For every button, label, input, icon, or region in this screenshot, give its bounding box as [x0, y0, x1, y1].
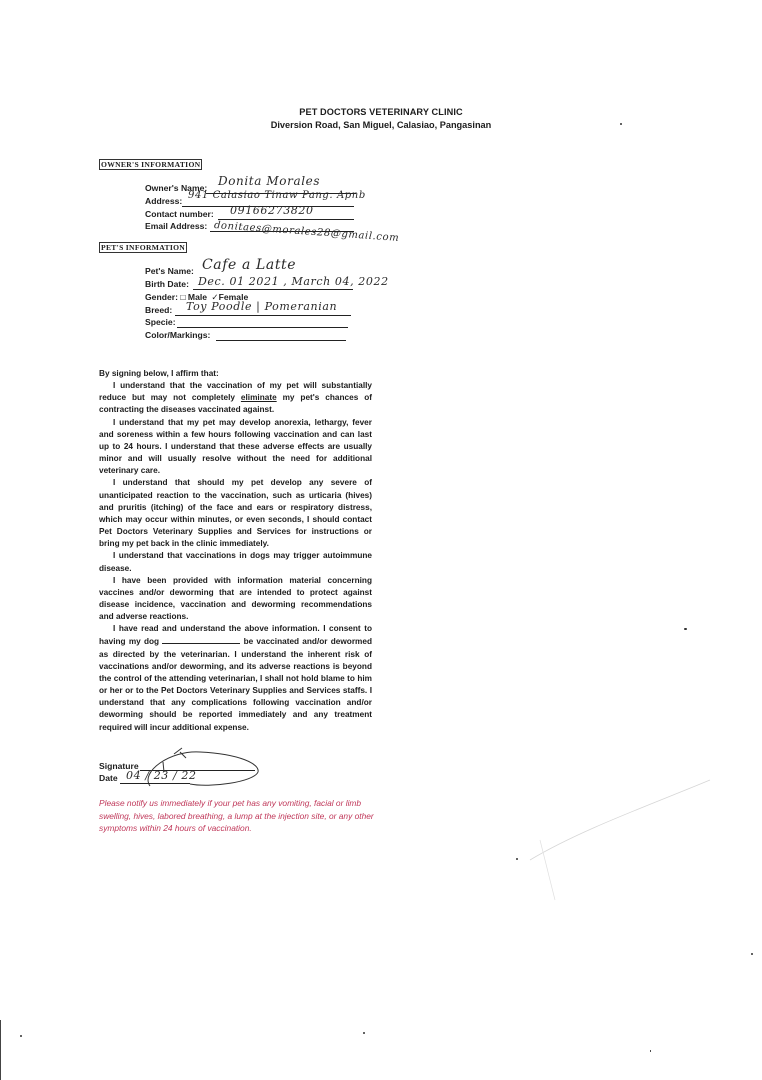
- consent-paragraph-3: I understand that should my pet develop any severe of unanticipated reaction to the vaccination, such as urticaria (hives) and pruritis (itching) of the face and ears or respiratory distress, which may occur within minutes, or even seconds, I should contact Pet Doctors Veterinary Supplies and Services for instructions or bring my pet back in the clinic immediately.: [99, 478, 372, 549]
- gender-male-option[interactable]: Gender: □ Male: [145, 292, 208, 302]
- owner-section-heading: OWNER'S INFORMATION: [101, 160, 201, 169]
- consent-paragraph-1: [99, 380, 372, 416]
- scan-speck: [20, 1035, 22, 1037]
- clinic-address: Diversion Road, San Miguel, Calasiao, Pangasinan: [270, 120, 492, 130]
- contact-number-label: Contact number:: [145, 209, 214, 219]
- breed-label: Breed:: [145, 305, 173, 315]
- consent-paragraph-2: I understand that my pet may develop anorexia, lethargy, fever and soreness within a few hours following vaccination and can last up to 24 hours. I understand that these adverse effects are usually minor and will usually resolve without the need for additional veterinary care.: [99, 417, 372, 476]
- clinic-name: PET DOCTORS VETERINARY CLINIC: [299, 107, 463, 117]
- scan-speck: [650, 1050, 651, 1052]
- email-label: Email Address:: [145, 221, 208, 231]
- contact-number-line[interactable]: [218, 219, 354, 220]
- pet-name-label: Pet's Name:: [145, 266, 194, 276]
- scan-speck: [516, 858, 518, 860]
- contact-number-value: 09166273820: [230, 204, 314, 217]
- email-value: donitaes@morales28@gmail.com: [213, 220, 400, 244]
- color-markings-label: Color/Markings:: [145, 330, 211, 340]
- owner-name-label: Owner's Name:: [145, 183, 208, 193]
- owner-address-label: Address:: [145, 196, 183, 206]
- scan-edge-mark: [0, 1020, 1, 1080]
- birth-date-label: Birth Date:: [145, 279, 189, 289]
- specie-label: Specie:: [145, 317, 176, 327]
- owner-address-value: 941 Calasiao Tinaw Pang. Apnb: [188, 190, 366, 201]
- faint-pencil-mark: [520, 760, 720, 910]
- scan-speck: [620, 123, 622, 125]
- consent-paragraph-5: I have been provided with information material concerning vaccines and/or deworming that are intended to protect against disease incidence, vaccination and deworming recommendations and adverse reactions.: [99, 575, 372, 622]
- gender-female-checkmark[interactable]: ✓: [211, 292, 219, 302]
- date-line[interactable]: [120, 783, 190, 784]
- consent-p6-text: I have read and understand the above information. I consent to having my dog: [99, 624, 372, 647]
- breed-value: Toy Poodle | Pomeranian: [186, 300, 338, 313]
- dog-name-blank[interactable]: [162, 635, 240, 644]
- date-label: Date: [99, 773, 118, 783]
- vaccination-notice: Please notify us immediately if your pet has any vomiting, facial or limb swelling, hives, labored breathing, a lump at the injection site, or any other symptoms within 24 hours of vaccination.: [99, 798, 374, 833]
- scan-speck: [684, 628, 687, 630]
- birth-date-value: Dec. 01 2021 , March 04, 2022: [198, 275, 389, 288]
- consent-text: [99, 368, 372, 734]
- scan-speck: [751, 953, 753, 955]
- pet-section-heading: PET'S INFORMATION: [101, 243, 186, 252]
- birth-date-line[interactable]: [193, 289, 353, 290]
- consent-p1-text-end: my pet's chances of contracting the diseases vaccinated against.: [99, 393, 372, 415]
- consent-paragraph-6: [99, 623, 372, 733]
- specie-line[interactable]: [177, 327, 348, 328]
- date-value: 04 / 23 / 22: [126, 769, 197, 782]
- signature-scribble: [130, 742, 280, 792]
- consent-intro: By signing below, I affirm that:: [99, 369, 219, 378]
- consent-paragraph-4: I understand that vaccinations in dogs may trigger autoimmune disease.: [99, 551, 372, 573]
- signature-label: Signature: [99, 761, 139, 771]
- owner-name-value: Donita Morales: [218, 174, 321, 188]
- consent-p6-text-end: be vaccinated and/or dewormed as directed by the veterinarian. I understand the inherent risk of vaccinations and/or deworming, and its adverse reactions is beyond the control of the attending veterinarian, I shall not hold blame to him or her or to the Pet Doctors Veterinary Supplies and Services staffs. I understand that any complications following vaccination and/or deworming should be reported immediately and any treatment required will incur additional expense.: [99, 637, 372, 732]
- breed-line[interactable]: [175, 315, 351, 316]
- gender-female-label: Female: [218, 292, 249, 302]
- consent-p1-underlined: eliminate: [240, 393, 277, 403]
- scan-speck: [363, 1032, 365, 1034]
- consent-p1-text: I understand that the vaccination of my pet will substantially reduce but may not completely: [99, 381, 372, 403]
- pet-name-value: Cafe a Latte: [202, 257, 297, 273]
- color-markings-line[interactable]: [216, 340, 346, 341]
